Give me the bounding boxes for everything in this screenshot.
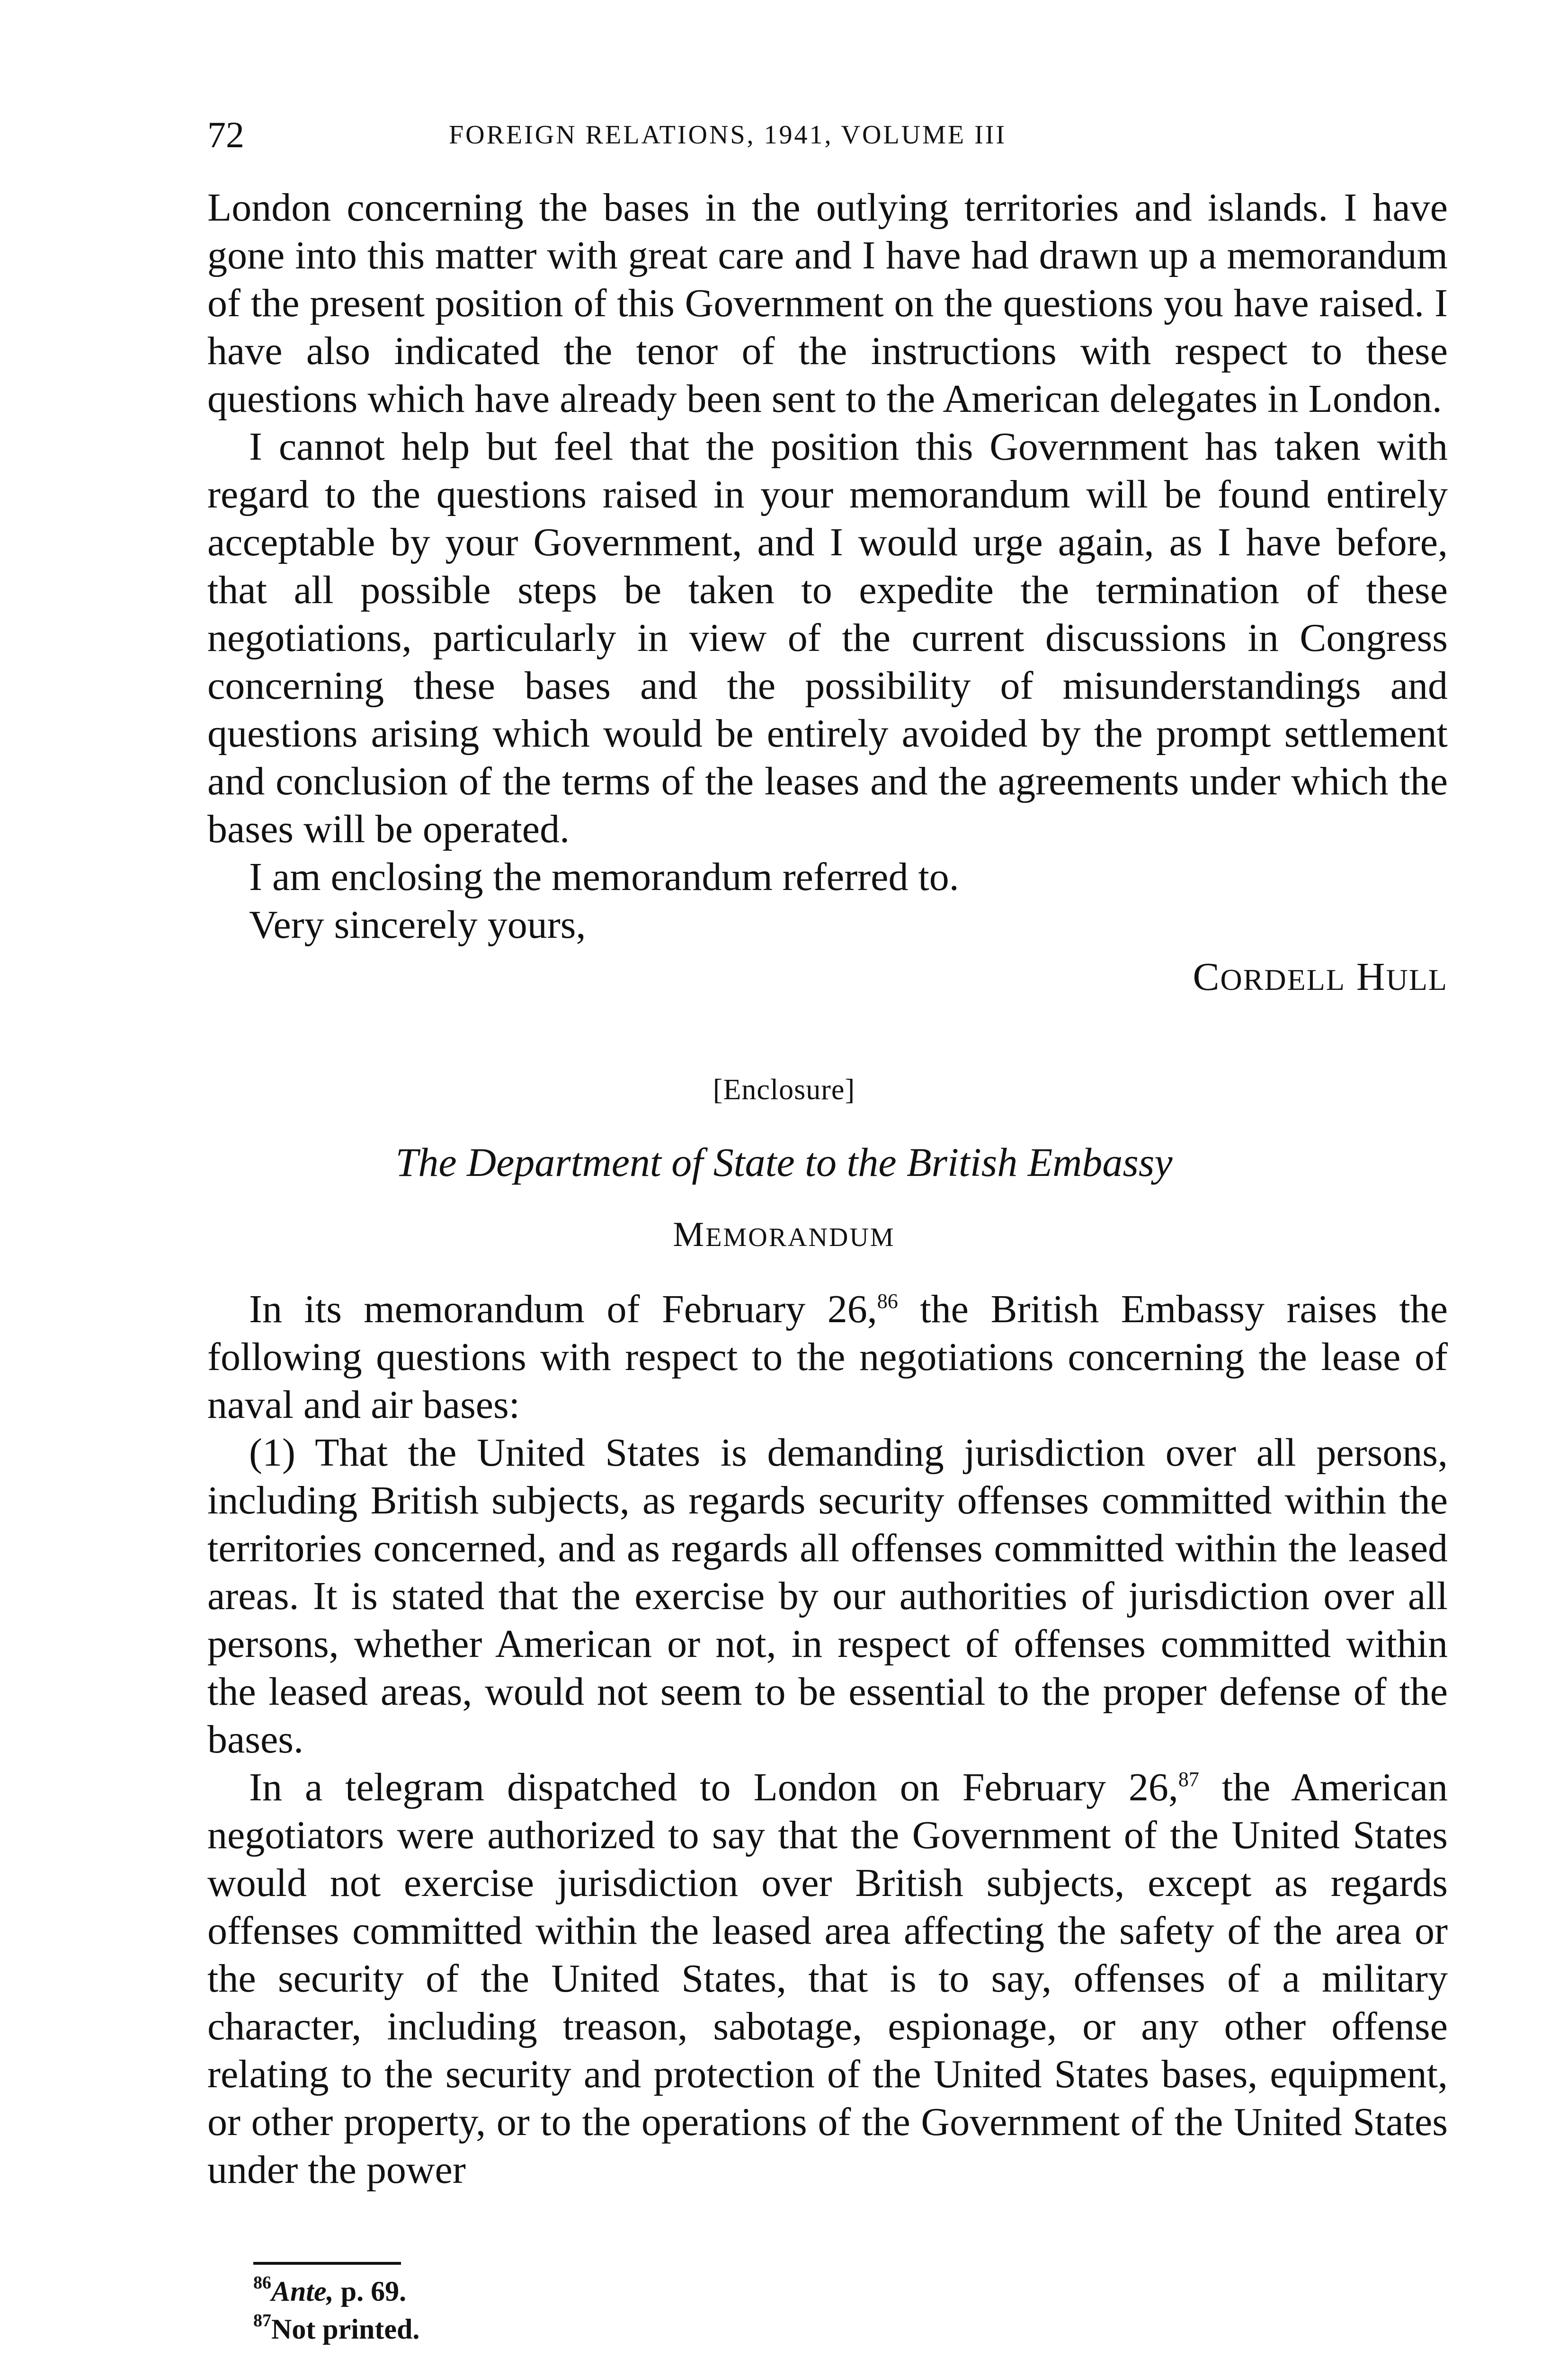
signature-last-initial: H [1356,955,1386,999]
memo-paragraph-3-start: In a telegram dispatched to London on February 26, [249,1765,1178,1809]
footnote-italic: Ante, [271,2276,334,2307]
signature [1193,953,1448,1004]
memorandum-initial: M [673,1215,706,1254]
footnote-rule [253,2262,401,2265]
enclosure-label: [Enclosure] [713,1074,855,1106]
footnote-mark: 86 [253,2273,271,2293]
running-head: FOREIGN RELATIONS, 1941, VOLUME III [449,120,1007,150]
footnote-text: p. 69. [333,2276,407,2307]
signature-first-initial: C [1193,955,1221,999]
memorandum-heading [0,1212,1568,1260]
signature-first-rest: ORDELL [1220,963,1345,997]
letter-closing: Very sincerely yours, [249,903,586,947]
memo-paragraph-3 [207,1763,1448,2194]
letter-enclosing-line: I am enclosing the memorandum referred to. [249,855,959,899]
memo-paragraph-1-start: In its memorandum of February 26, [249,1287,877,1331]
footnote-mark: 87 [253,2311,271,2331]
footnote-86 [253,2272,821,2310]
page-header [207,111,1448,163]
footnote-87 [253,2310,821,2348]
signature-last-rest: ULL [1386,963,1448,997]
memo-paragraph-3-end: the American negotiators were authorized to say that the Government of the United States would not exercise jurisdiction over British subjects, except as regards offenses committed within the leased area affecting the safety of the area or the security of the United States, that is to say, offenses of a military character, including treason, sabotage, espionage, or any other offense relating to the security and protection of the United States bases, equipment, or other property, or to the operations of the Government of the United States under the power [207,1765,1448,2192]
footnote-ref-86: 86 [877,1290,898,1313]
memo-paragraph-1-end: the British Embassy raises the following questions with respect to the negotiations concerning the lease of naval and air bases: [207,1287,1448,1427]
letter-paragraph-1: London concerning the bases in the outlying territories and islands. I have gone into this matter with great care and I have had drawn up a memorandum of the present position of this Government on the questions you have raised. I have also indicated the tenor of the instructions with respect to these questions which have already been sent to the American delegates in London. [207,186,1448,421]
letter-body [207,184,1448,949]
memo-paragraph-1 [207,1285,1448,1429]
footnote-text: Not printed. [271,2314,420,2345]
page-number: 72 [207,114,244,155]
memorandum-rest: EMORANDUM [705,1223,895,1252]
footnotes [253,2272,821,2348]
letter-paragraph-2: I cannot help but feel that the position this Government has taken with regard to the questions raised in your memorandum will be found entirely acceptable by your Government, and I would urge again, as I have before, that all possible steps be taken to expedite the termination of these negotiations, particularly in view of the current discussions in Congress concerning these bases and the possibility of misunderstandings and questions arising which would be entirely avoided by the prompt settlement and conclusion of the terms of the leases and the agreements under which the bases will be operated. [207,425,1448,851]
footnote-ref-87: 87 [1178,1768,1199,1791]
enclosure-title: The Department of State to the British Embassy [395,1139,1173,1185]
memo-paragraph-2: (1) That the United States is demanding jurisdiction over all persons, including British subjects, as regards security offenses committed within the territories concerned, and as regards all offenses committed within the leased areas. It is stated that the exercise by our authorities of jurisdiction over all persons, whether American or not, in respect of offenses committed within the leased areas, would not seem to be essential to the proper defense of the bases. [207,1431,1448,1762]
memorandum-body [207,1285,1448,2194]
